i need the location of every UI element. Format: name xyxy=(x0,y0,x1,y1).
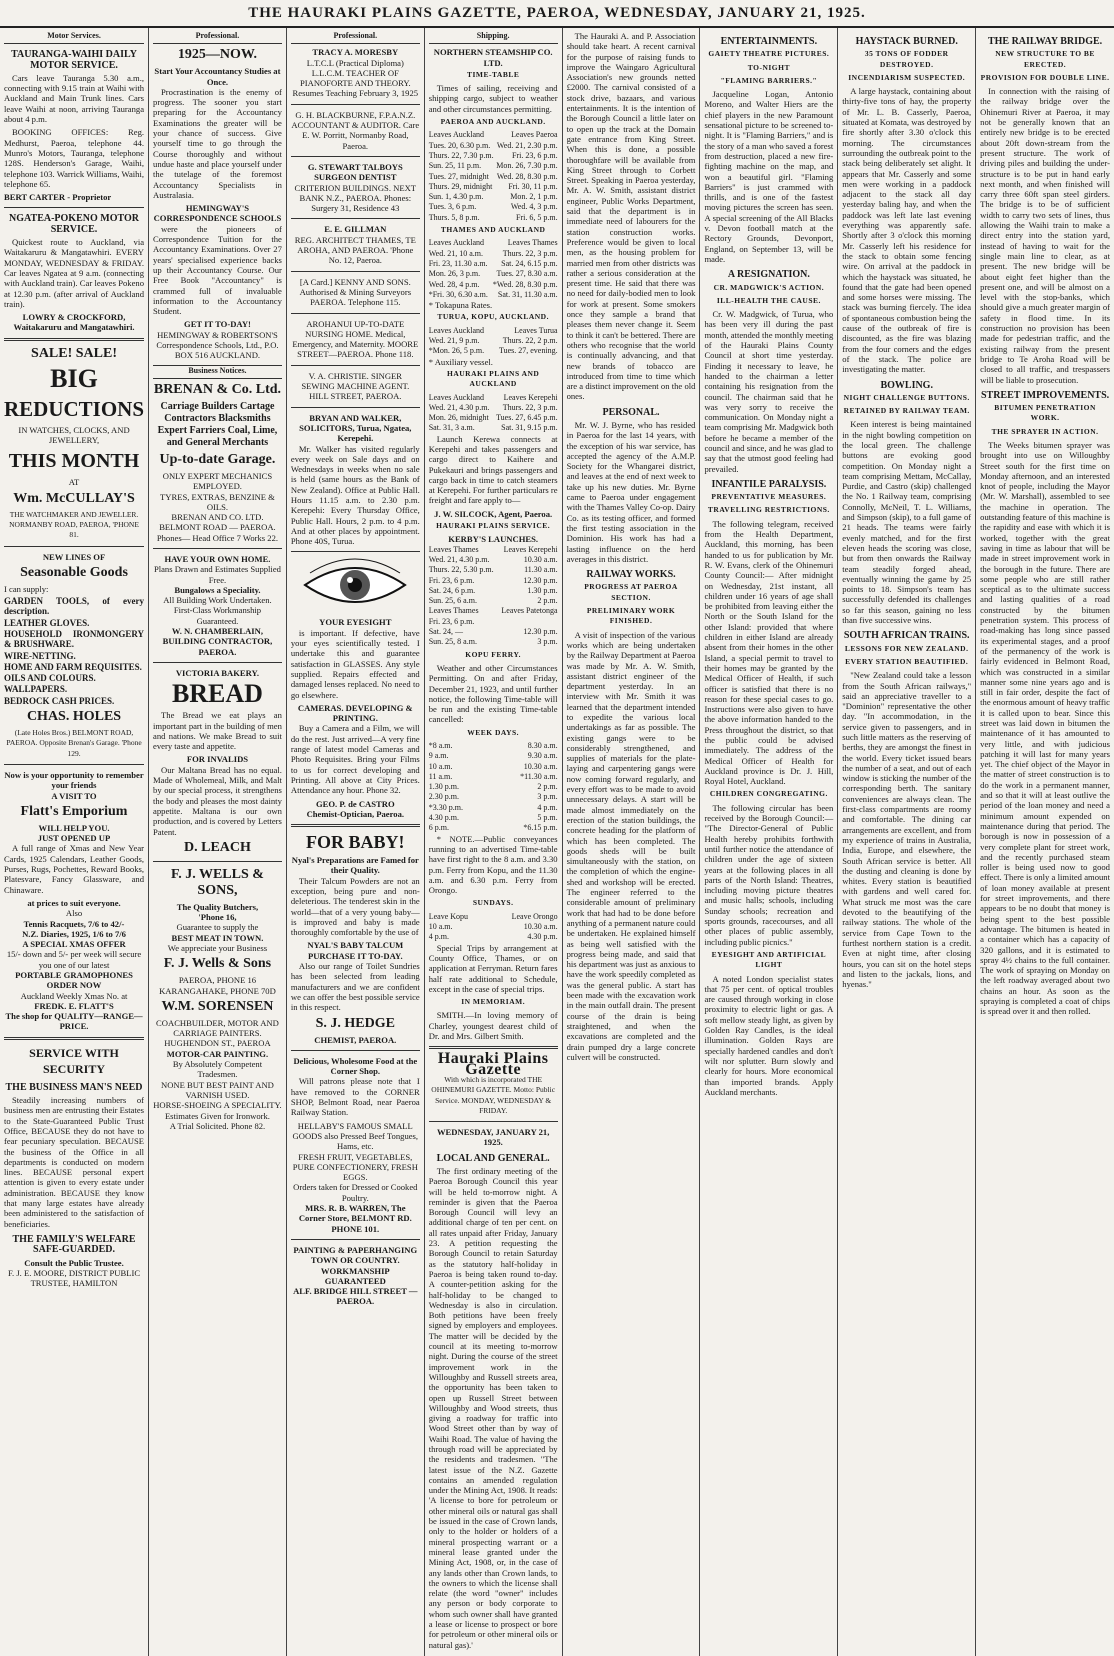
moresby-sub: L.T.C.L (Practical Diploma) L.L.C.M. TEACHER OF PIANOFORTE AND THEORY. xyxy=(299,57,411,89)
timetable-text: Times of sailing, receiving and shipping cargo, subject to weather and other circumstances permitting. xyxy=(428,83,558,114)
big-heading: BIG xyxy=(50,363,98,393)
for-baby: FOR BABY! xyxy=(306,832,405,853)
bridge-text: In connection with the raising of the railway bridge over the Ohinemuri River at Paeroa, it may not be generally known that an entirely new bridge is to be erected about 20ft down-stream from the present structure. The work of driving piles and building the under-structure is to be put in hand early next month, and when finished will carry three 60ft span steel girders. The bridge is to be of sufficient width to carry two sets of lines, thus allowing the Waihi train to make a direct entry into the station yard, instead of having to wait for the single main line to clear, as at present. The new bridge will be about eight feet higher than the present one, and will be almost on a level with the stop-banks, which should give a much greater margin of safety in flood time. In its construction no provision has been made for pedestrian traffic, and the existing railway from the present bridge to Te Aroha Road will be closed to all traffic, and trespassers will be liable to prosecution. xyxy=(980,86,1110,385)
table-row: Mon. 26, 3 p.m. Tues. 27, 8.30 a.m. xyxy=(428,269,558,279)
paralysis-heading: INFANTILE PARALYSIS. xyxy=(711,478,827,490)
delicious-heading: Delicious, Wholesome Food at the Corner Shop. xyxy=(293,1055,418,1077)
eyesight-heading: YOUR EYESIGHT xyxy=(319,617,392,628)
brenan-address: BRENAN AND CO. LTD. BELMONT ROAD — PAEROA. Phones— Head Office 7 Works 22. xyxy=(156,512,279,543)
table-row: *Mon. 26, 5 p.m. Tues. 27, evening. xyxy=(428,346,558,356)
table-row: 11 a.m. *11.30 a.m. xyxy=(428,771,558,781)
street-sub-2: THE SPRAYER IN ACTION. xyxy=(991,426,1099,436)
column-railway-bridge xyxy=(976,28,1114,1656)
xmas-offer: A SPECIAL XMAS OFFER xyxy=(22,939,126,950)
service-security: SERVICE WITH SECURITY xyxy=(29,1045,119,1076)
best-meat: BEST MEAT IN TOWN. xyxy=(171,932,264,943)
kenny: [A Card.] KENNY AND SONS. Authorised & Mining Surveyors PAEROA. Telephone 115. xyxy=(299,276,412,308)
bowling-sub-2: RETAINED BY RAILWAY TEAM. xyxy=(843,406,970,416)
table-row: Leaves Auckland Leaves Paeroa xyxy=(428,130,558,140)
section-header: Motor Services. xyxy=(4,31,144,44)
tonight-label: TO-NIGHT xyxy=(747,62,790,72)
bread-text: The Bread we eat plays an important part in the building of men and nations. We make Bread to suit every taste and appetite. xyxy=(153,710,282,752)
bowling-heading: BOWLING. xyxy=(880,379,933,391)
table-row: 10 a.m. 10.30 a.m. xyxy=(428,761,558,771)
personal-heading: PERSONAL. xyxy=(602,406,660,418)
leach-name: D. LEACH xyxy=(184,839,251,855)
phone-16: 'Phone 16, xyxy=(198,912,237,923)
table-row: Sun. 25, 11 p.m. Mon. 26, 7.30 p.m. xyxy=(428,161,558,171)
entertainments-heading: ENTERTAINMENTS. xyxy=(720,36,818,47)
kopu-ferry-heading: KOPU FERRY. xyxy=(465,649,522,659)
flaming-barriers: "FLAMING BARRIERS." xyxy=(720,75,818,85)
eyesight-light-text: A noted London specialist states that 75 per cent. of optical troubles are caused through working in close proximity to electric light or gas. A soft mellow steady light, as given by Golden Ray Candles, is the ideal illumination. Golden Rays are specially hardened candles and don't wilt nor splutter. Burn slowly and clearly for hours. More economical than imported brands. Apply Auckland merchants. xyxy=(704,973,834,1097)
entertainment-text: Jacqueline Logan, Antonio Moreno, and Walter Hiers are the chief players in the new Paramount sensational picture to be screened to-night. It is "Flaming Barriers," and is the story of a man who saved a forest from destruction, placed a new fire-fighting machine on the map, and won a beautiful girl. "Flaming Barriers" is just crammed with thrills, and is one of the fastest moving pictures the screen has seen. A special screening of the All Blacks v. Devon football match at the Rectory Grounds, Devonport, England, on September 13, will be made. xyxy=(704,89,834,264)
just-opened: JUST OPENED UP xyxy=(37,833,111,844)
hedge-name: S. J. HEDGE xyxy=(315,1015,395,1031)
table-row: Leaves Auckland Leaves Turua xyxy=(428,325,558,335)
table-row: Sat. 31, 3 a.m. Sat. 31, 9.15 p.m. xyxy=(428,423,558,433)
holes-address: (Late Holes Bros.) BELMONT ROAD, PAEROA. Opposite Brenan's Garage. 'Phone 129. xyxy=(6,728,142,758)
goods-list xyxy=(4,596,144,706)
sale-heading: SALE! SALE! xyxy=(31,345,117,361)
table-row: Fri. 23, 6 p.m. 12.30 p.m. xyxy=(428,575,558,585)
silcock-agent: J. W. SILCOCK, Agent, Paeroa. xyxy=(434,508,553,519)
divider xyxy=(291,104,420,105)
issue-date: WEDNESDAY, JANUARY 21, 1925. xyxy=(436,1127,550,1148)
waihi-text: Cars leave Tauranga 5.30 a.m., connecting with 9.15 train at Waihi with Auckland and Main Trunk lines. Cars leave Waihi at noon, arriving Tauranga about 4 p.m. xyxy=(4,72,145,125)
gazette-masthead: Hauraki Plains Gazette xyxy=(437,1050,549,1078)
ngatea-text: Quickest route to Auckland, via Waitakaruru & Mangatawhiri. EVERY MONDAY, WEDNESDAY & FRIDAY. Car leaves Ngatea at 9 a.m. (connecting with Auckland train). Car leaves Pokeno at 12.30 p.m. (after arrival of Auckland train). xyxy=(4,237,145,309)
table-row: *3.30 p.m. 4 p.m. xyxy=(428,802,558,812)
haystack-sub-2: INCENDIARISM SUSPECTED. xyxy=(848,72,966,82)
garage-heading: Up-to-date Garage. xyxy=(159,451,276,467)
gazette-sub: With which is incorporated THE OHINEMURI GAZETTE. Motto: Public Service. MONDAY, WEDNESDAY & FRIDAY. xyxy=(431,1074,556,1115)
table-row: Sat. 24, — 12.30 p.m. xyxy=(428,627,558,637)
table-row: Tues. 20, 6.30 p.m. Wed. 21, 2.30 p.m. xyxy=(428,140,558,150)
divider xyxy=(291,271,420,272)
arohanui: AROHANUI UP-TO-DATE NURSING HOME. Medical, Emergency, and Maternity. MOORE STREET—PAEROA. Phone 118. xyxy=(292,318,419,360)
table-row: Fri. 23, 6 p.m. xyxy=(428,616,475,626)
street-sub: BITUMEN PENETRATION WORK. xyxy=(994,403,1096,423)
bread-heading: BREAD xyxy=(171,679,263,709)
nyals-text: Their Talcum Powders are not an exception, being pure and non-deleterious. The tenderest skin in the world—that of a very young baby—is improved and baby is made thoroughly comfortable by the use of xyxy=(290,875,420,938)
building-line: All Building Work Undertaken. First-Class Workmanship Guaranteed. xyxy=(163,595,272,626)
reductions-text: IN WATCHES, CLOCKS, AND JEWELLERY, xyxy=(18,424,130,446)
trust-text: Steadily increasing numbers of business men are entrusting their Estates to the State-Guaranteed Public Trust Office, BECAUSE they do not have to fear pecuniary speculation. BECAUSE the business of the Office in all departments is conducted on modern lines. BECAUSE personal expert attention is given to every estate under administration. BECAUSE they know that many large estates have already been administered to the satisfaction of beneficiaries. xyxy=(4,1095,145,1229)
column-motor-services xyxy=(0,28,149,1656)
bridge-sub-2: PROVISION FOR DOUBLE LINE. xyxy=(980,72,1110,82)
gillman: E. E. GILLMAN xyxy=(324,224,387,235)
sa-trains-sub-2: EVERY STATION BEAUTIFIED. xyxy=(845,656,969,666)
bryan-walker: BRYAN AND WALKER, SOLICITORS, Turua, Ngatea, Kerepehi. xyxy=(299,412,412,444)
goods-item: HOUSEHOLD IRONMONGERY & BRUSHWARE. xyxy=(4,628,145,650)
hemingway-address: HEMINGWAY & ROBERTSON'S Correspondence Schools, Ltd., P.O. BOX 516 AUCKLAND. xyxy=(156,329,279,361)
kerby-launches: KERBY'S LAUNCHES. xyxy=(448,534,539,545)
divider xyxy=(291,1050,420,1051)
railway-sub-2: PRELIMINARY WORK FINISHED. xyxy=(586,606,676,626)
table-row: Wed. 21, 10 a.m. Thurs. 22, 3 p.m. xyxy=(428,248,558,258)
warren-name: MRS. R. B. WARREN, The Corner Store, BELMONT RD. PHONE 101. xyxy=(298,1203,412,1234)
kopu-table xyxy=(429,741,558,834)
table-row: Sun. 25, 8 a.m. 3 p.m. xyxy=(428,637,558,647)
special-trips: Special Trips by arrangement at County Office, Thames, or on application at Ferryman. Return fares half rate additional to Schedule, except in the case of special trips. xyxy=(428,942,558,994)
preventative-sub: PREVENTATIVE MEASURES. xyxy=(711,492,827,502)
also-label: Also xyxy=(65,908,83,919)
railway-heading: RAILWAY WORKS. xyxy=(586,569,676,581)
newspaper-columns xyxy=(0,28,1114,1650)
table-row: Mon. 26, midnight Tues. 27, 6.45 p.m. xyxy=(428,413,558,423)
table-row: Sun. 1, 4.30 p.m. Mon. 2, 1 p.m. xyxy=(428,192,558,202)
ngatea-heading: NGATEA-POKENO MOTOR SERVICE. xyxy=(9,213,139,235)
sorensen-sub: COACHBUILDER, MOTOR AND CARRIAGE PAINTERS. HUGHENDON ST., PAEROA xyxy=(156,1017,279,1049)
divider xyxy=(4,764,144,765)
xmas-text: 15/- down and 5/- per week will secure you one of our latest xyxy=(6,949,142,970)
street-text: The Weeks bitumen sprayer was brought into use on Willoughby Street south for the first time on Monday afternoon, and an interested knot of people, including the Mayor (Mr. W. Marshall), assembled to see the machine in operation. The outstanding feature of this machine is the rapidity and ease with which it is worked, together with the great saving in time as labour that will be made in street improvement work in the borough in the future. There are some people who are still rather sceptical as to the ultimate success and lasting qualities of a road constructed by the bitumen penetration system. This process of road-making has long since passed its experimental stages, and a proof of the permanency of the work is fairly evidenced in Belmont Road, which was constructed in a similar manner some nine years ago and is still in fair order, despite the fact of the enormous amount of heavy traffic it is called upon to bear. Since this street was laid down in bitumen the maintenance of it has amounted to very little, and with judicious patching it will last for many years yet. The chief object of the Mayor in the matter of street construction is to do the work in a permanent manner, and so that it will at least outlive the period of the loan money and need a minimum amount expended on maintenance during that period. The borough is now in possession of a very complete plant for street work, and the recently purchased steam roller is being used now to good effect. There is only a limited amount of loan money available at present for street improvements, and there appears to be no doubt that money is being spent to the best possible advantage. The bitumen is heated in a container which has a capacity of 320 gallons, and it is estimated to spray 4½ chains to the full container. The work of spraying on Monday on the left roadway averaged about two chains an hour. As soon as the spraying is completed a coat of chips is spread over it and then rolled. xyxy=(980,439,1110,1017)
table-row: Leaves Thames Leaves Patetonga xyxy=(428,606,558,616)
sa-trains-text: "New Zealand could take a lesson from the South African railways," said an appreciative traveller to a "Dominion" representative the other day. "In accommodation, in the service given to passengers, and in such little matters as the reserving of berths, they are amongst the finest in the world. Every ticket issued bears the number of a seat, and out of each window is sticking the number of the corresponding berth. The sanitary conveniences are always clean. The first-class compartments are roomy and comfortable. The dining car arrangements are excellent, and from my experience of trains in Australia, India, Europe, and elsewhere, the South African service is better. All the dusting and cleaning is done by whites. Every station is beautified with gardens and well cared for. What struck me most was the care devoted to the beautifying of the railway stations. The whole of the service from Cape Town to the furthest northern station is a credit. Even at night time, after closing hours, you can sit on the hotel steps and listen to the jackals, lions, and hyenas." xyxy=(842,670,972,990)
hauraki-auckland-heading: HAURAKI PLAINS AND AUCKLAND xyxy=(446,368,540,389)
bryan-text: Mr. Walker has visited regularly every week on Sale days and on Wednesdays in weeks when no sale is held (same hours as the Bank of New Zealand). Office at Public Hall. Hours 11.15 a.m. to 2.30 p.m. Kerepehi: Every Thursday Office, Public Hall. Hours, 2 p.m. to 4 p.m. And at other places by appointment. Phone 40S, Turua. xyxy=(290,443,420,547)
horse-shoeing: HORSE-SHOEING A SPECIALITY. xyxy=(153,1100,282,1111)
bowling-sub: NIGHT CHALLENGE BUTTONS. xyxy=(843,392,970,402)
divider xyxy=(429,1121,558,1122)
paeroa-auckland-table xyxy=(429,130,558,223)
congregating-text: The following circular has been received by the Borough Council:— "The Director-General of Public Health hereby prohibits forthwith until further notice the attendance of children under the age of sixteen years at the following places in all parts of the North Island: Theatres, including moving picture theatres and music halls; schools, including Sunday schools; recreation and sports grounds, racecourses, and all other places of public assembly, including public picnics." xyxy=(704,802,834,947)
gaiety-heading: GAIETY THEATRE PICTURES. xyxy=(708,49,830,59)
booking-offices: BOOKING OFFICES: Reg. Medhurst, Paeroa, telephone 44. Munro's Motors, Tauranga, telephone 128S. Henderson's Garage, Waihi, telephone 103. Warrick Williams, Waihi, telephone 65. xyxy=(4,127,145,189)
goods-item: WALLPAPERS. xyxy=(4,684,68,695)
table-row: 10 a.m. 10.30 a.m. xyxy=(428,922,558,932)
gramophones: PORTABLE GRAMOPHONES xyxy=(15,970,133,980)
hemingway-heading: HEMINGWAY'S CORRESPONDENCE SCHOOLS xyxy=(153,203,282,224)
sa-trains-sub: LESSONS FOR NEW ZEALAND. xyxy=(844,643,969,653)
nyals-heading: Nyal's Preparations are Famed for their Quality. xyxy=(291,855,419,876)
brenan-heading: BRENAN & Co. Ltd. xyxy=(153,381,282,397)
castro-name: GEO. P. de CASTRO xyxy=(315,798,395,809)
cameras-text: Buy a Camera and a Film, we will do the rest. Just arrived—A very fine range of latest model Cameras and Photo Requisites. Bring your Films to us for correct developing and Printing. All above at City Prices. Attendance any hour. Phone 32. xyxy=(290,723,420,796)
divider xyxy=(4,207,144,208)
seasonable-goods: Seasonable Goods xyxy=(20,564,128,580)
christie: V. A. CHRISTIE. SINGER SEWING MACHINE AGENT. HILL STREET, PAEROA. xyxy=(301,370,410,402)
haystack-text: A large haystack, containing about thirty-five tons of hay, the property of Mr. L. B. Casserly, Paeroa, situated at Komata, was destroyed by fire shortly after 3.30 o'clock this morning. The circumstances surrounding the outbreak point to the stack being deliberately set alight. It appears that Mr. Casserly and some men were working in a paddock adjacent to the stack all day yesterday baling hay, and when the paddock was left late last evening everything was apparently safe. Shortly after 3 o'clock this morning Mr. Casserly left his residence for the stack to obtain some fencing wire. On arrival at the paddock in which the haystack was situated, he found that the gate had been opened and some horses were missing. The stack was burning fiercely. The idea of spontaneous combustion being the cause of the outbreak of fire is discounted, as the fire was blazing from the four corners and the edges of the stack. The police are investigating the matter. xyxy=(842,86,972,375)
eye-illustration xyxy=(300,557,410,613)
flatt-visit: A VISIT TO xyxy=(51,790,97,801)
bowling-text: Keen interest is being maintained in the night bowling competition on the local green. The challenge buttons are evoking good competition. On Monday night a team comprising Mettam, McCallay, Purdie, and Castro (skip) challenged the No. 1 Railway team, comprising Connolly, McNeil, T. L. Williams, and Simpson (skip), to a full game of 21 heads. The teams were fairly evenly matched, and for the first eleven heads the scoring was close, but from then onwards the Railway team steadily forged ahead, eventually winning the game by 25 points to 18. Simpson's team has successfully defended its challenges so far this season, gaining no less than five successive wins. xyxy=(842,419,972,626)
memoriam-text: SMITH.—In loving memory of Charley, youngest dearest child of Dr. and Mrs. Gilbert Smith. xyxy=(428,1010,558,1042)
corner-text: Will patrons please note that I have removed to the CORNER SHOP, Belmont Road, near Paeroa Railway Station. xyxy=(290,1076,420,1118)
goods-item: HOME AND FARM REQUISITES. xyxy=(4,661,142,672)
alf-bridge: ALF. BRIDGE HILL STREET — PAEROA. xyxy=(293,1286,418,1307)
congregating-sub: CHILDREN CONGREGATING. xyxy=(709,789,828,799)
column-professional-2 xyxy=(287,28,425,1656)
divider xyxy=(4,1037,144,1040)
resignation-heading: A RESIGNATION. xyxy=(727,269,810,281)
reductions-heading: REDUCTIONS xyxy=(4,396,145,421)
haystack-sub: 35 TONS OF FODDER DESTROYED. xyxy=(864,49,949,69)
holes-name: CHAS. HOLES xyxy=(26,709,122,725)
varnish-line: NONE BUT BEST PAINT AND VARNISH USED. xyxy=(161,1079,274,1100)
tyres-line: TYRES, EXTRAS, BENZINE & OILS. xyxy=(160,491,275,512)
resumes-line: Resumes Teaching February 3, 1925 xyxy=(292,88,419,99)
goods-item: OILS AND COLOURS. xyxy=(4,673,96,684)
divider xyxy=(291,218,420,219)
table-row: Fri. 23, 11.30 a.m. Sat. 24, 6.15 p.m. xyxy=(428,258,558,268)
section-header: Shipping. xyxy=(429,31,558,44)
table-row: 9 a.m. 9.30 a.m. xyxy=(428,751,558,761)
gillman-sub: REG. ARCHITECT THAMES, TE AROHA, AND PAEROA. 'Phone No. 12, Paeroa. xyxy=(294,234,416,266)
table-row: Tues. 3, 6 p.m. Wed. 4, 3 p.m. xyxy=(428,202,558,212)
resignation-text: Cr. W. Madgwick, of Turua, who has been very ill during the past month, attended the monthly meeting of the Hauraki Plains County Council at short time yesterday. Finding it necessary to leave, he handed to the chairman a letter containing his resignation from the council. The chairman said that he was very sorry to receive the communication. On Monday night a team comprising Mr. Madgwick both before he became a member of the council and since, and he was glad to say that the utmost good feeling had prevailed. xyxy=(704,309,834,474)
turua-heading: TURUA, KOPU, AUCKLAND. xyxy=(437,312,549,322)
bridge-sub: NEW STRUCTURE TO BE ERECTED. xyxy=(995,49,1095,69)
goods-item: BEDROCK CASH PRICES. xyxy=(4,695,115,706)
masthead-title: THE HAURAKI PLAINS GAZETTE, PAEROA, WEDNESDAY, JANUARY 21, 1925. xyxy=(248,4,866,21)
plans-line: Plans Drawn and Estimates Supplied Free. xyxy=(153,564,281,585)
mccullay-name: Wm. McCULLAY'S xyxy=(13,490,135,506)
timetable-heading: TIME-TABLE xyxy=(466,69,520,79)
column-entertainments xyxy=(700,28,838,1656)
divider xyxy=(4,546,144,547)
wells-name: F. J. WELLS & SONS, xyxy=(170,866,264,898)
table-row: Wed. 21, 9 p.m. Thurs. 22, 2 p.m. xyxy=(428,336,558,346)
prices-line: at prices to suit everyone. xyxy=(27,897,121,908)
baby-talcum: NYAL'S BABY TALCUM xyxy=(307,940,404,951)
painting-heading: PAINTING & PAPERHANGING TOWN OR COUNTRY. WORKMANSHIP GUARANTEED xyxy=(293,1244,418,1286)
castro-sub: Chemist-Optician, Paeroa. xyxy=(306,808,405,819)
table-row: 4 p.m. 4.30 p.m. xyxy=(428,932,558,942)
order-now: ORDER NOW xyxy=(46,980,102,991)
table-row: Thurs. 22, 7.30 p.m. Fri. 23, 6 p.m. xyxy=(428,150,558,160)
accountancy-text: Procrastination is the enemy of progress. The sooner you start preparing for the Accountancy Examinations the greater will be your chance of success. Give yourself time to go through the Course thoroughly and without undue haste and place yourself under the tutelage of the foremost Accountancy Specialists in Australasia. xyxy=(153,86,282,200)
divider xyxy=(291,156,420,157)
hellaby-line: HELLABY'S FAMOUS SMALL GOODS also Pressed Beef Tongues, Hams, etc. xyxy=(292,1120,419,1152)
table-row: Thurs. 22, 5.30 p.m. 11.30 a.m. xyxy=(428,565,558,575)
paralysis-text: The following telegram, received from the Health Department, Auckland, this morning, has been handed to us for publication by Mr. R. W. Evans, clerk of the Ohinemuri County Council:— After midnight on Wednesday, 21st instant, all children under 16 years of age shall be prohibited from leaving either the North or the South Island for the other Island: provided that where children in either Island are already absent from their homes in the other Island, a special permit to travel to their homes may be granted by the Medical Officer of Health, if such officer is satisfied that there is no reason for these special cases to go. Instructions were also given to have the above information handed to the Press throughout the district, so that the public could be advised immediately. The address of the Medical Officer of Health for Auckland province is Dr. J. Hill, Royal Hotel, Auckland. xyxy=(704,518,834,787)
divider xyxy=(291,551,420,552)
flatt-emporium: Flatt's Emporium xyxy=(20,803,128,819)
section-header: Professional. xyxy=(291,31,420,44)
this-month: THIS MONTH xyxy=(8,450,140,473)
goods-item: WIRE-NETTING. xyxy=(4,650,76,661)
goods-item: LEATHER GLOVES. xyxy=(4,617,90,628)
turua-table xyxy=(429,326,558,357)
table-row: Leave Kopu Leave Orongo xyxy=(428,911,558,921)
weekdays-heading: WEEK DAYS. xyxy=(467,727,520,737)
hauraki-auckland-table xyxy=(429,393,558,434)
table-row: Leaves Thames Leaves Kerepehi xyxy=(428,544,558,554)
table-row: Wed. 21, 4.30 p.m. Thurs. 22, 3 p.m. xyxy=(428,402,558,412)
tennis-racquets: Tennis Racquets, 7/6 to 42/- xyxy=(23,918,125,929)
sundays-table xyxy=(429,912,558,943)
divider xyxy=(291,365,420,366)
divider xyxy=(291,824,420,827)
table-row: Wed. 21, 4.30 p.m. 10.30 a.m. xyxy=(428,554,558,564)
table-row: 6 p.m. *6.15 p.m. xyxy=(428,823,558,833)
get-it-today: GET IT TO-DAY! xyxy=(184,319,251,330)
table-row: Thurs. 5, 8 p.m. Fri. 6, 5 p.m. xyxy=(428,212,558,222)
divider xyxy=(4,338,144,341)
orders-line: Orders taken for Dressed or Cooked Poultry. xyxy=(293,1182,418,1203)
mechanics-line: ONLY EXPERT MECHANICS EMPLOYED. xyxy=(162,470,273,492)
business-man-need: THE BUSINESS MAN'S NEED xyxy=(5,1081,143,1093)
toilet-text: Also our range of Toilet Sundries has been selected from leading manufacturers and we are confident we can offer the best possible service in this respect. xyxy=(290,961,420,1013)
fredk-flatt: FREDK. E. FLATT'S xyxy=(34,1000,114,1011)
news-text: The Hauraki A. and P. Association should take heart. A recent carnival for the purpose of raising funds to improve the Waingaro Agricultural Association's new grounds netted £2000. The carnival consisted of a stock drive, bazaars, and various entertainments. It is the intention of the Borough Council a little later on to open up the track at the Domain gate entrance from King Street. When this is done, a possible thoroughfare will be available from King Street through to Corbett Street. Speaking in Paeroa yesterday, Mr. A. W. Smith, assistant district engineer, Public Works Department, said that the department is in immediate need of labourers for the station construction works. Preference would be given to local men, as the housing problem for married men from other districts was rather a serious consideration at the present time. He said that there was no need for daily-bodied men to look for work at present. Some smokers once they sample a brand that pleases them never change it. Seem to think it can't be bettered. There are others who recognise that the world is continually advancing, and that new brands of tobacco are introduced from time to time which are a distinct improvement on the old ones. xyxy=(566,31,696,402)
table-row: Leaves Auckland Leaves Kerepehi xyxy=(428,392,558,402)
quality-butchers: The Quality Butchers, xyxy=(176,901,259,912)
local-general-heading: LOCAL AND GENERAL. xyxy=(436,1152,550,1164)
table-row: 2.30 p.m. 3 p.m. xyxy=(428,792,558,802)
local-general-text: The first ordinary meeting of the Paeroa Borough Council this year will be held to-morrow night. A reminder is given that the Paeroa Borough Council will levy an additional charge of ten per cent. on all rates unpaid after Friday, January 23. A petition requesting the Borough Council to retain Saturday as the statutory half-holiday in Paeroa is being taken round to-day. A counter-petition asking for the half-holiday to be changed to Wednesday is also in circulation. Both petitions have been freely signed by employers and employees. The matter will be decided by the council at its meeting to-morrow night. During the course of the street improvement work in the Willoughby and Russell streets area, the opportunity has been taken to open up Russell Street between Willoughby and Wood streets, thus giving a roadway for traffic into Wood Street other than by way of Waihi Road. The value of having the through road will be appreciated by the residents and tradesmen. "The latest issue of the N.Z. Gazette contains an amended regulation under the Mining Act, 1908. It reads: 'A license to bore for petroleum or other mineral oils or natural gas shall be issued in the case of Crown lands, only to the holder or holders of a mineral prospecting warrant or a mineral lease granted under the Mining Act, 1908, or, in the case of any lands other than Crown lands, to the owners to which the license shall relate (the word "owner" includes any person or body corporate to whom such owner shall have granted a lease or license to prospect or bore for petroleum or other mineral oils or natural gas).' xyxy=(428,1165,558,1650)
proprietor: BERT CARTER - Proprietor xyxy=(4,192,112,203)
divider xyxy=(429,1046,558,1049)
section-header: Professional. xyxy=(153,31,282,44)
street-heading: STREET IMPROVEMENTS. xyxy=(980,389,1110,401)
travelling-sub: TRAVELLING RESTRICTIONS. xyxy=(707,505,830,515)
haystack-heading: HAYSTACK BURNED. xyxy=(855,36,958,47)
personal-text: Mr. W. J. Byrne, who has resided in Paeroa for the last 14 years, with the exception of his war service, has accepted the agency of the A.M.P. Society for the Whangarei district, and leaves at the end of next week to take up his new duties. Mr. Byrne came to Paeroa under engagement with the Thames Valley Co-op. Dairy Co. as its testing officer, and formed the first testing association in the Dominion. His work has had a lasting influence on the herd averages in this district. xyxy=(566,419,696,564)
tapuna-note: * Tokapuna Rates. xyxy=(428,300,493,311)
sundays-heading: SUNDAYS. xyxy=(472,898,514,908)
victoria-bakery: VICTORIA BAKERY. xyxy=(175,667,260,678)
trial-line: A Trial Solicited. Phone 82. xyxy=(169,1120,266,1131)
northern-steamship: NORTHERN STEAMSHIP CO. LTD. xyxy=(433,47,553,68)
table-row: Wed. 28, 4 p.m. *Wed. 28, 8.30 p.m. xyxy=(428,279,558,289)
cameras-heading: CAMERAS. DEVELOPING & PRINTING. xyxy=(297,702,413,724)
hp-service-heading: HAURAKI PLAINS SERVICE. xyxy=(436,521,551,531)
table-row: *8 a.m. 8.30 a.m. xyxy=(428,741,558,750)
guarantee-line: Guarantee to supply the xyxy=(176,922,259,933)
column-news xyxy=(563,28,701,1656)
bridge-heading: THE RAILWAY BRIDGE. xyxy=(987,36,1103,47)
divider xyxy=(153,548,282,549)
table-row: Leaves Auckland Leaves Thames xyxy=(428,238,558,248)
divider xyxy=(153,662,282,663)
divider xyxy=(153,861,282,862)
goods-item: GARDEN TOOLS, of every description. xyxy=(4,596,145,617)
railway-text: A visit of inspection of the various works which are being undertaken by the Railway Department at Paeroa was made by Mr. A. W. Smith, assistant district engineer of the department yesterday. In an interview with Mr. Smith it was learned that the department intended to expedite the various local undertakings as far as possible. The existing gangs were to be considerably strengthened, and supplies of materials for the plate-laying and carpentering gangs were now coming forward regularly, and every effort was to be made to avoid unnecessary delays. A start will be made almost immediately on the erection of the station buildings, the concrete heading for the platform of which has been completed. The goods sheds will be built simultaneously with the station, on the completion of which the engine-shed and workshop will be erected. The engineer referred to the considerable amount of preliminary work that had had to be done before anything of a permanent nature could be undertaken. He explained himself as being well satisfied with the progress being made, and said that his department was just as anxious to have the work speedily completed as was the general public. A start has been made with the excavation work in the main outfall drain. The present course of the drain is being straightened, and when the excavations are completed and the drain pumped dry a large concrete culvert will be constructed. xyxy=(566,629,696,1062)
flatt-intro: Now is your opportunity to remember your friends xyxy=(4,769,144,791)
blackburne: G. H. BLACKBURNE, F.P.A.N.Z. ACCOUNTANT & AUDITOR. Care E. W. Porritt, Normanby Road, Paeroa. xyxy=(291,109,420,151)
railway-sub: PROGRESS AT PAEROA SECTION. xyxy=(584,582,678,602)
bungalows: Bungalows a Speciality. xyxy=(174,584,261,595)
brenan-services: Carriage Builders Cartage Contractors Blacksmiths Expert Farriers Coal, Lime, and General Merchants xyxy=(157,400,278,448)
resignation-sub: CR. MADGWICK'S ACTION. xyxy=(713,282,825,292)
hedge-sub: CHEMIST, PAEROA. xyxy=(314,1034,397,1045)
nz-diaries: N.Z. Diaries, 1925, 1/6 to 7/6 xyxy=(22,928,126,939)
paeroa-auckland-heading: PAEROA AND AUCKLAND. xyxy=(440,117,546,127)
motor-painting: MOTOR-CAR PAINTING. xyxy=(166,1048,269,1059)
waihi-heading: TAURANGA-WAIHI DAILY MOTOR SERVICE. xyxy=(11,49,137,71)
mccullay-address: THE WATCHMAKER AND JEWELLER. NORMANBY ROAD, PAEROA, 'PHONE 81. xyxy=(9,509,139,540)
criterion: CRITERION BUILDINGS. NEXT BANK N.Z., PAEROA. Phones: Surgery 31, Residence 43 xyxy=(294,182,417,214)
table-row: *Fri. 30, 6.30 a.m. Sat. 31, 11.30 a.m. xyxy=(428,289,558,299)
business-notices-header: Business Notices. xyxy=(153,365,282,379)
tradesmen-line: By Absolutely Competent Tradesmen. xyxy=(172,1059,263,1080)
invalids: FOR INVALIDS xyxy=(186,754,249,765)
maltana-text: Our Maltana Bread has no equal. Made of Wholemeal, Milk, and Malt by our special process, it strengthens the body and pleases the most dainty appetite. Maltana is our own production, and is covered by Letters Patent. xyxy=(153,764,282,837)
talboys: G. STEWART TALBOYS SURGEON DENTIST xyxy=(307,161,403,183)
wells-phones: PAEROA, PHONE 16 KARANGAHAKE, PHONE 70D xyxy=(159,975,276,996)
chamberlain: W. N. CHAMBERLAIN, BUILDING CONTRACTOR, PAEROA. xyxy=(162,626,273,657)
column-haystack xyxy=(838,28,976,1656)
new-lines: NEW LINES OF xyxy=(42,551,106,562)
appreciate-line: We appreciate your Business xyxy=(167,943,268,953)
launch-text: Launch Kerewa connects at Kerepehi and takes passengers and cargo direct to Kaihere and Pukekauri and brings passengers and cargo back in time to catch steamers at Kerepehi. For further particulars re freight and fare apply to— xyxy=(428,433,558,506)
table-row: 4.30 p.m. 5 p.m. xyxy=(428,813,558,823)
divider xyxy=(291,313,420,314)
moresby-name: TRACY A. MORESBY xyxy=(312,47,399,58)
family-welfare: THE FAMILY'S WELFARE SAFE-GUARDED. xyxy=(12,1233,136,1256)
flatt-help: WILL HELP YOU. xyxy=(38,822,110,833)
purchase-today: PURCHASE IT TO-DAY. xyxy=(307,950,403,961)
divider xyxy=(291,1239,420,1240)
table-row: Sat. 24, 6 p.m. 1.30 p.m. xyxy=(428,585,558,595)
table-row: Tues. 27, midnight Wed. 28, 8.30 p.m. xyxy=(428,171,558,181)
kopu-note: * NOTE.—Public conveyances running to an advertised Time-table have first right to the 8 a.m. and 3.30 p.m. Ferry from Kopu, and the 11.30 a.m. and 6.30 p.m. Ferry from Orongo. xyxy=(428,833,558,896)
table-row: 1.30 p.m. 2 p.m. xyxy=(428,782,558,792)
memoriam-heading: IN MEMORIAM. xyxy=(461,997,526,1007)
lowry-crockford: LOWRY & CROCKFORD, Waitakaruru and Mangatawhiri. xyxy=(13,312,135,333)
hemingway-text: were the pioneers of Correspondence Tuition for the Accountancy Examinations. Over 27 years' specialised experience backs up their Accountancy Course. Our Free Book "Accountancy" is crammed full of invaluable information to the Accountancy Student. xyxy=(153,223,282,317)
consult-trustee: Consult the Public Trustee. xyxy=(24,1257,124,1268)
moore-trustee: F. J. E. MOORE, DISTRICT PUBLIC TRUSTEE, HAMILTON xyxy=(7,1267,141,1289)
thames-auckland-table xyxy=(429,238,558,300)
opened-text: A full range of Xmas and New Year Cards, 1925 Calendars, Leather Goods, Purses, Rugs, Pochettes, Reward Books, Platesvare, Fancy Glassware, and Chinaware. xyxy=(4,843,145,895)
table-row: Thurs. 29, midnight Fri. 30, 11 p.m. xyxy=(428,181,558,191)
at-label: AT xyxy=(68,477,80,488)
own-home: HAVE YOUR OWN HOME. xyxy=(164,553,271,564)
weekly-line: Auckland Weekly Xmas No. at xyxy=(20,990,128,1001)
column-professional xyxy=(149,28,287,1656)
now-heading: 1925—NOW. xyxy=(177,47,258,63)
eyesight-light-sub: EYESIGHT AND ARTIFICIAL LIGHT xyxy=(711,949,827,970)
resignation-sub-2: ILL-HEALTH THE CAUSE. xyxy=(716,295,821,305)
fruit-line: FRESH FRUIT, VEGETABLES, PURE CONFECTIONERY, FRESH EGGS. xyxy=(292,1151,418,1183)
thames-auckland-heading: THAMES AND AUCKLAND xyxy=(440,225,546,235)
ironwork-line: Estimates Given for Ironwork. xyxy=(164,1110,270,1121)
wells-name-2: F. J. Wells & Sons xyxy=(163,956,272,972)
table-row: Sun. 25, 6 a.m. 2 p.m. xyxy=(428,596,558,606)
kerby-table xyxy=(429,545,558,648)
sorensen-name: W.M. SORENSEN xyxy=(161,998,274,1014)
shop-tagline: The shop for QUALITY—RANGE—PRICE. xyxy=(5,1011,143,1032)
masthead xyxy=(0,0,1114,28)
supply-label: I can supply: xyxy=(4,583,49,594)
column-shipping xyxy=(425,28,563,1656)
sa-trains-heading: SOUTH AFRICAN TRAINS. xyxy=(843,630,970,642)
kopu-text: Weather and other Circumstances Permitting. On and after Friday, December 21, 1923, and until further notice, the following Time-table will be run and the existing Time-table cancelled: xyxy=(428,662,558,725)
accountancy-heading: Start Your Accountancy Studies at Once. xyxy=(154,66,281,87)
eyesight-text: is important. If defective, have your eyes scientifically tested. I undertake this and guarantee satisfaction in GLASSES. Any style supplied. Repairs effected and damaged lenses replaced. No need to go elsewhere. xyxy=(290,627,420,700)
divider xyxy=(291,407,420,408)
auxiliary-note: * Auxiliary vessel. xyxy=(428,356,493,367)
